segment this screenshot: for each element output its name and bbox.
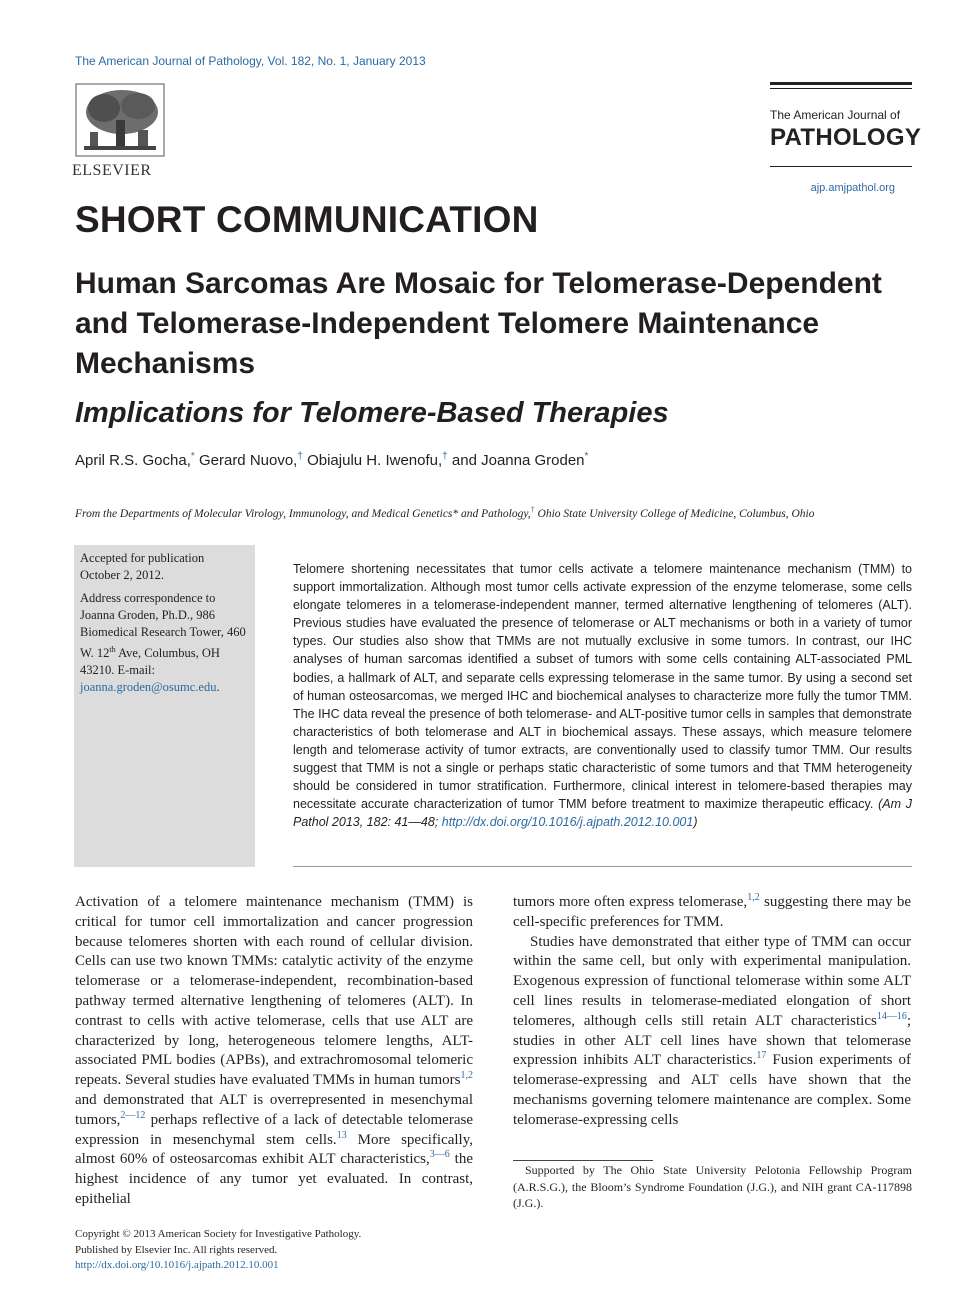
affiliation-text: From the Departments of Molecular Virology, Immunology, and Medical Genetics* and Pathology, [75, 507, 531, 520]
affiliation-mark: † [530, 505, 535, 514]
reference-link[interactable]: 3—6 [429, 1149, 450, 1161]
body-column-left [75, 893, 473, 1210]
address-text: Ave, Columbus, OH 43210. E-mail: [80, 646, 220, 678]
header-rule-top [770, 82, 912, 85]
reference-link[interactable]: 1,2 [460, 1070, 473, 1082]
elsevier-wordmark: ELSEVIER [72, 162, 152, 179]
author-name: April R.S. Gocha, [75, 452, 191, 469]
body-column-right [513, 893, 911, 1131]
copyright-line: Copyright © 2013 American Society for Investigative Pathology. [75, 1228, 362, 1240]
abstract-doi-link[interactable]: http://dx.doi.org/10.1016/j.ajpath.2012.10.001 [441, 815, 694, 830]
body-text: Fusion experiments of telomerase-expressing and ALT cells have shown that the mechanisms governing telomere maintenance are complex. Some telomerase-expressing cells [513, 1052, 911, 1128]
reference-link[interactable]: 13 [336, 1129, 347, 1141]
body-text: Activation of a telomere maintenance mechanism (TMM) is critical for tumor cell immortalization and cancer progression because telomeres shorten with each round of cellular division. Cells can use two known TMMs: catalytic activity of the enzyme telomerase or a telomerase-independent, recombination-based pathway termed alternative lengthening of telomeres (ALT). In contrast to cells with active telomerase, cells that use ALT are characterized by long, heterogeneous telomere lengths, ALT-associated PML bodies (APBs), and extrachromosomal telomeric repeats. Several studies have evaluated TMMs in human tumors [75, 894, 473, 1089]
journal-title-pathology: PATHOLOGY [770, 124, 922, 151]
email-link[interactable]: joanna.groden@osumc.edu [80, 680, 217, 695]
affiliation-text: Ohio State University College of Medicine, Columbus, Ohio [534, 507, 815, 520]
address-end: . [216, 680, 220, 695]
body-text: the highest incidence of any tumor yet evaluated. In contrast, epithelial [75, 1151, 473, 1207]
body-text: and demonstrated that ALT is overrepresented in mesenchymal tumors, [75, 1091, 473, 1128]
reference-link[interactable]: 2—12 [120, 1109, 146, 1121]
header-rule-thin [770, 88, 912, 89]
address-text: Address correspondence to Joanna Groden, Ph.D., 986 Biomedical Research Tower, 460 W. 12 [80, 591, 246, 661]
abstract [293, 560, 912, 831]
abstract-text: Telomere shortening necessitates that tumor cells activate a telomere maintenance mechanism (TMM) to support immortalization. Although most tumor cells activate expression of the enzyme telomerase, some cells elongate telomeres in a telomerase-independent manner, termed alternative lengthening of telomeres (ALT). Previous studies have evaluated the presence of telomerase or ALT mechanisms or both in a variety of tumor types. Our studies also show that TMMs are not mutually exclusive in some tumors. In contrast, our IHC analyses of human sarcomas identified a subset of tumors with some cells containing ALT-associated PML bodies, a hallmark of ALT, and separate cells expressing telomerase in the same tumor. By using a second set of human osteosarcomas, we merged IHC and biochemical analyses to characterize more fully the tumor TMM. The IHC data reveal the presence of both telomerase- and ALT-positive tumor cells in samples that demonstrate characteristics of both telomerase and ALT in biochemical assays. These assays, which measure telomere length and telomerase activity of tumor extracts, are conventionally used to classify tumor TMM. Our results suggest that TMM is not a single or perhaps static characteristic of some tumors and that TMM heterogeneity should be considered in tumor stratification. Furthermore, clinical interest in telomere-based therapies may necessitate accurate characterization of tumor TMM before treatment to maximize therapeutic efficacy. [293, 562, 912, 812]
accepted-date: October 2, 2012. [80, 568, 165, 582]
abstract-divider [293, 866, 912, 867]
author-name: Gerard Nuovo, [198, 452, 298, 469]
article-title: Human Sarcomas Are Mosaic for Telomerase-Dependent and Telomerase-Independent Telomere Maintenance Mechanisms [75, 267, 882, 380]
body-text: perhaps reflective of a lack of detectable telomerase expression in mesenchymal stem cells. [75, 1111, 473, 1148]
journal-url-link[interactable]: ajp.amjpathol.org [810, 182, 895, 194]
reference-link[interactable]: 1,2 [747, 892, 760, 903]
publisher-line: Published by Elsevier Inc. All rights reserved. [75, 1243, 278, 1256]
body-text: tumors more often express telomerase, [513, 894, 748, 910]
author-mark[interactable]: † [442, 451, 448, 462]
address-sup: th [109, 645, 116, 654]
body-text: Studies have demonstrated that either type of TMM can occur within the same cell, but only with experimental manipulation. Exogenous expression of functional telomerase within some ALT cell lines results in telomerase-mediated elongation of short telomeres, although cells still retain ALT characteristics [513, 933, 911, 1029]
section-label: SHORT COMMUNICATION [75, 199, 539, 240]
author-name: and Joanna Groden [451, 452, 585, 469]
abstract-citation-end: ) [693, 815, 698, 830]
reference-link[interactable]: 17 [756, 1050, 767, 1062]
body-text: ; studies in other ALT cell lines have shown that telomerase expression inhibits ALT characteristics. [513, 1012, 911, 1069]
affiliation [75, 505, 913, 520]
accepted-label: Accepted for publication [80, 551, 205, 565]
reference-link[interactable]: 14—16 [876, 1010, 907, 1022]
article-subtitle: Implications for Telomere-Based Therapies [75, 397, 669, 429]
author-list [75, 451, 588, 469]
funding-footnote: Supported by The Ohio State University Pelotonia Fellowship Program (A.R.S.G.), the Bloom’s Syndrome Foundation (J.G.), and NIH grant CA-117898 (J.G.). [513, 1163, 912, 1210]
footnote-rule [513, 1160, 653, 1161]
abstract-citation: (Am J Pathol 2013, 182: 41—48; [293, 797, 912, 830]
copyright-footer [75, 1227, 375, 1274]
author-mark[interactable]: * [584, 451, 589, 462]
header-rule-bottom [770, 166, 912, 167]
journal-title-small: The American Journal of [770, 108, 901, 122]
author-mark[interactable]: * [190, 451, 195, 462]
journal-citation-line[interactable]: The American Journal of Pathology, Vol. 182, No. 1, January 2013 [75, 54, 426, 68]
body-text: suggesting there may be cell-specific preferences for TMM. [513, 894, 911, 930]
author-mark[interactable]: † [297, 451, 303, 462]
author-name: Obiajulu H. Iwenofu, [307, 452, 443, 469]
correspondence-box [74, 545, 255, 867]
body-text: More specifically, almost 60% of osteosarcomas exhibit ALT characteristics, [75, 1131, 473, 1168]
footer-doi-link[interactable]: http://dx.doi.org/10.1016/j.ajpath.2012.10.001 [75, 1259, 279, 1271]
